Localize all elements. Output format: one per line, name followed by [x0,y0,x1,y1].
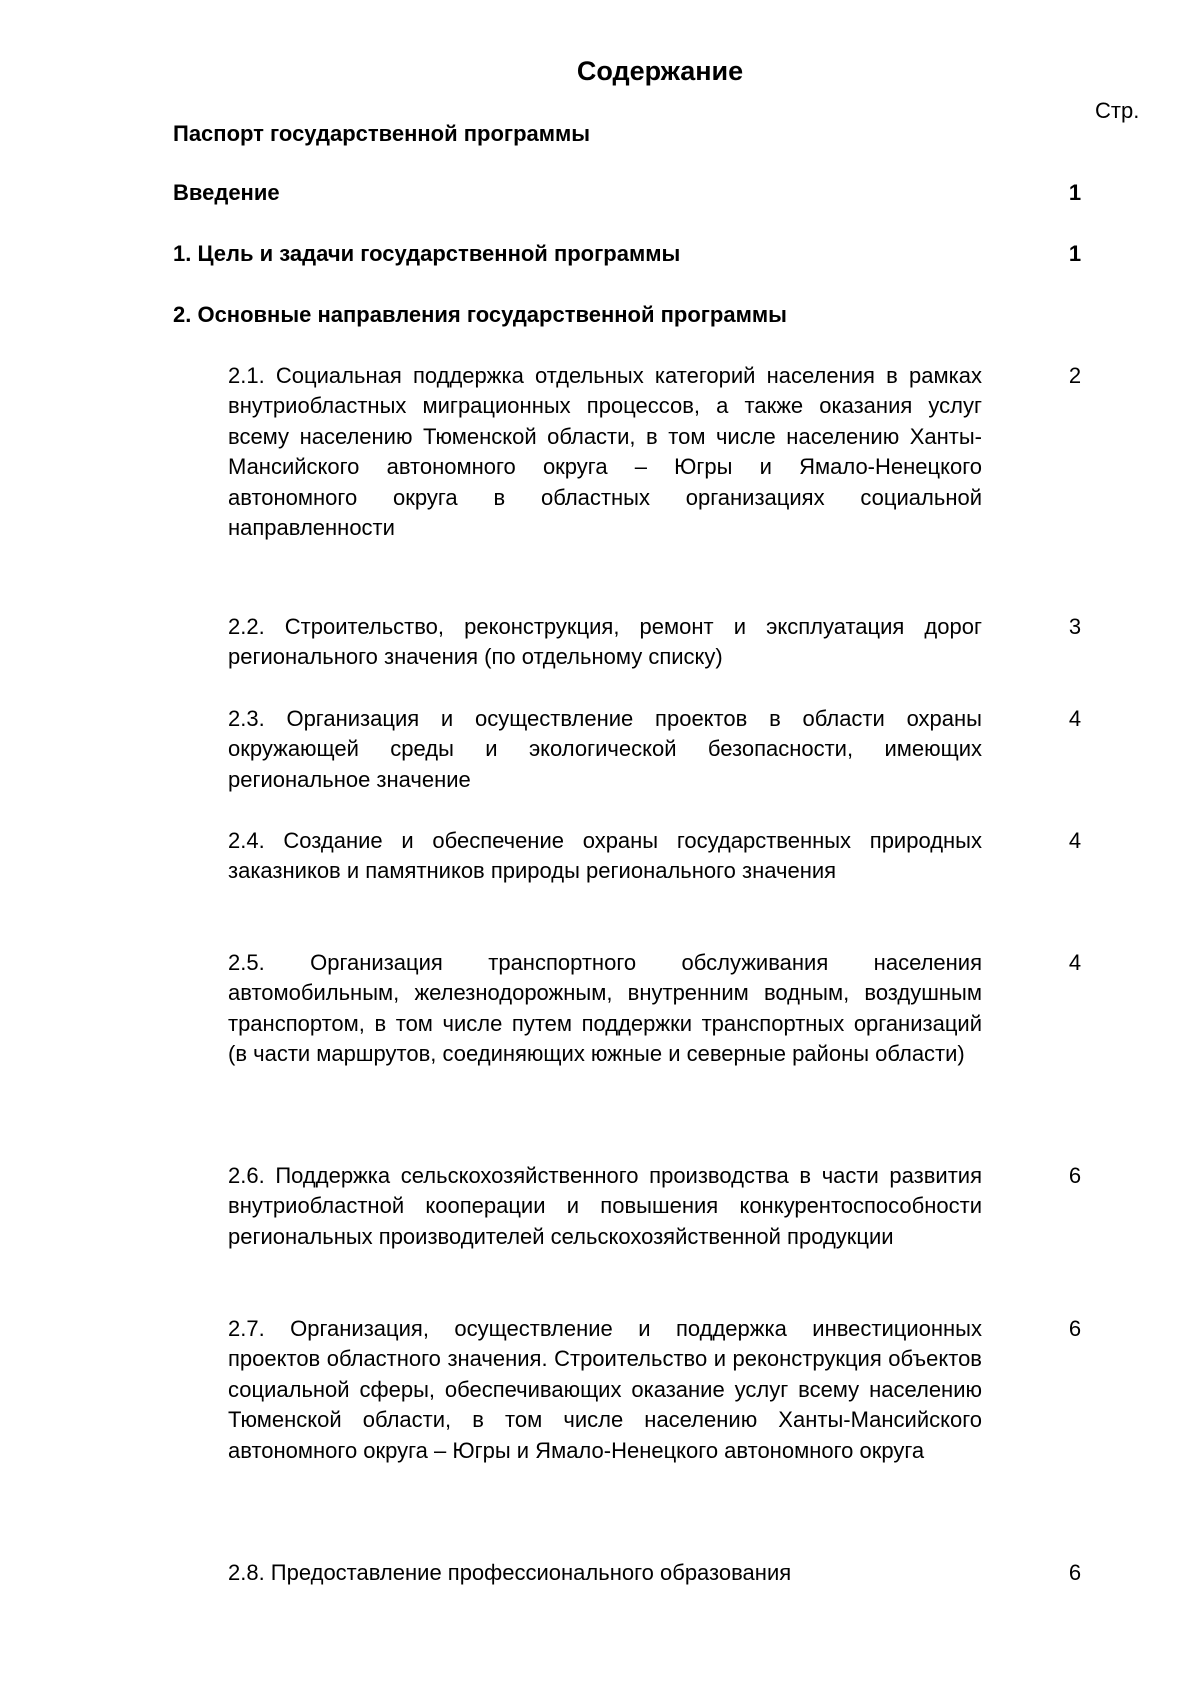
document-title: Содержание [576,56,744,86]
toc-entry-text: Паспорт государственной программы [173,121,591,146]
toc-entry-text: 2.3. Организация и осуществление проектов в области охраны окружающей среды и экологической безопасности, имеющих региональное значение [228,706,982,792]
toc-entry-page: 4 [1068,950,1082,975]
toc-entry-text: 2.1. Социальная поддержка отдельных категорий населения в рамках внутриобластных миграционных процессов, а также оказания услуг всему населению Тюменской области, в том числе населению Ханты-Мансийского автономного округа – Югры и Ямало-Ненецкого автономного округа в областных организациях социальной направленности [228,363,982,541]
page-column-header: Стр. [1095,98,1140,123]
toc-entry-text: 2.2. Строительство, реконструкция, ремонт и эксплуатация дорог регионального значения (по отдельному списку) [228,614,982,670]
toc-entry-page: 2 [1068,363,1082,388]
toc-entry-text: 2.8. Предоставление профессионального образования [228,1560,792,1585]
toc-entry-page: 4 [1068,706,1082,731]
toc-entry-page: 4 [1068,828,1082,853]
toc-entry-text: 2.7. Организация, осуществление и поддержка инвестиционных проектов областного значения. Строительство и реконструкция объектов социальной сферы, обеспечивающих оказание услуг всему населению Тюменской области, в том числе населению Ханты-Мансийского автономного округа – Югры и Ямало-Ненецкого автономного округа [228,1316,982,1463]
toc-entry-page: 6 [1068,1163,1082,1188]
toc-entry-page: 3 [1068,614,1082,639]
toc-entry-page: 6 [1068,1560,1082,1585]
toc-entry-page: 1 [1068,241,1082,266]
toc-entry-text: 2. Основные направления государственной программы [173,302,787,327]
toc-entry-page: 6 [1068,1316,1082,1341]
toc-entry-page: 1 [1068,180,1082,205]
toc-entry-text: 2.5. Организация транспортного обслуживания населения автомобильным, железнодорожным, внутренним водным, воздушным транспортом, в том числе путем поддержки транспортных организаций (в части маршрутов, соединяющих южные и северные районы области) [228,950,982,1067]
toc-entry-text: 1. Цель и задачи государственной программы [173,241,681,266]
toc-entry-text: 2.4. Создание и обеспечение охраны государственных природных заказников и памятников природы регионального значения [228,828,982,884]
toc-entry-text: 2.6. Поддержка сельскохозяйственного производства в части развития внутриобластной кооперации и повышения конкурентоспособности региональных производителей сельскохозяйственной продукции [228,1163,982,1249]
toc-entry-text: Введение [173,180,280,205]
